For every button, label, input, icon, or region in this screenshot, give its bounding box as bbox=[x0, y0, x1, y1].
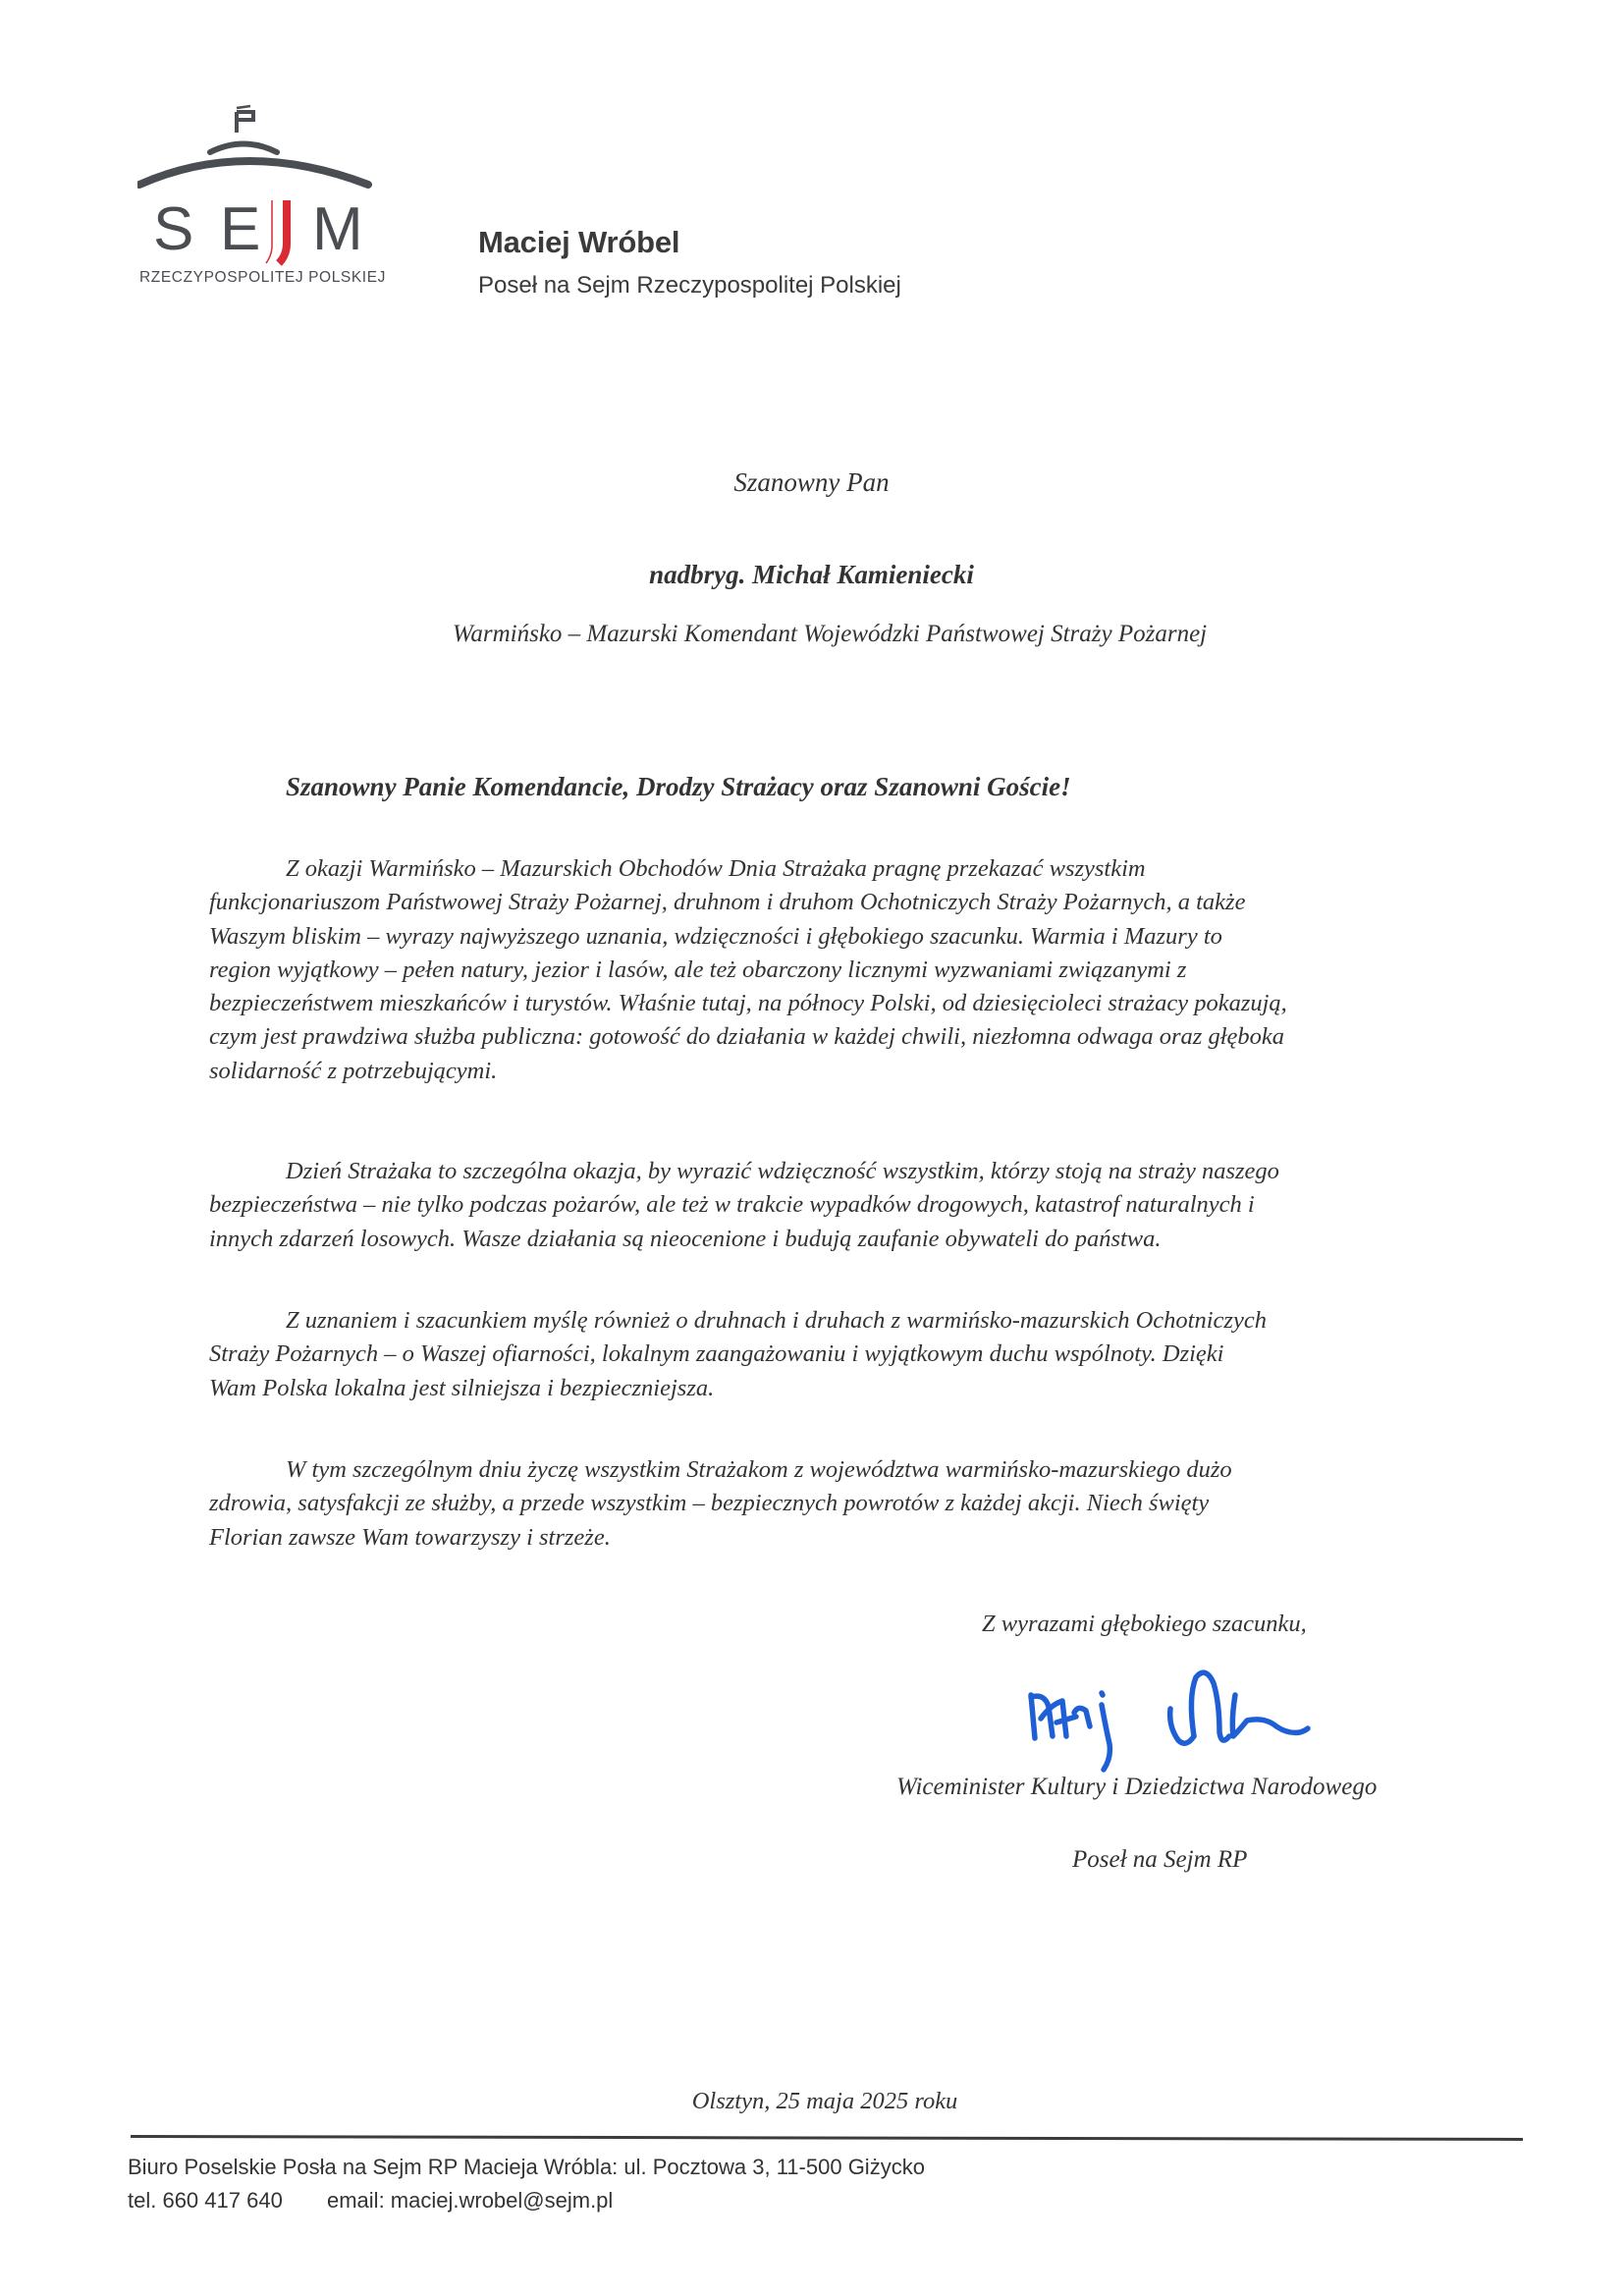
paragraph-line: Dzień Strażaka to szczególna okazja, by wyrazić wdzięczność wszystkim, którzy stoją na straży naszego bbox=[286, 1158, 1279, 1184]
letter-greeting: Szanowny Panie Komendancie, Drodzy Strażacy oraz Szanowni Goście! bbox=[286, 772, 1071, 801]
body-paragraph-1 bbox=[209, 852, 1436, 1088]
paragraph-line: funkcjonariuszom Państwowej Straży Pożarnej, druhnom i druhom Ochotniczych Straży Pożarnych, a także bbox=[209, 889, 1246, 916]
sejm-logo bbox=[137, 98, 393, 304]
signer-role: Poseł na Sejm RP bbox=[1072, 1846, 1248, 1873]
sender-name: Maciej Wróbel bbox=[478, 225, 680, 259]
footer-divider bbox=[131, 2135, 1523, 2141]
paragraph-line: bezpieczeństwa – nie tylko podczas pożarów, ale też w trakcie wypadków drogowych, katastrof naturalnych i bbox=[209, 1191, 1255, 1219]
paragraph-line: Z uznaniem i szacunkiem myślę również o druhnach i druhach z warmińsko-mazurskich Ochotniczych bbox=[286, 1307, 1267, 1334]
addressee-salutation: Szanowny Pan bbox=[733, 467, 890, 497]
addressee-name: nadbryg. Michał Kamieniecki bbox=[649, 560, 974, 589]
logo-tagline: RZECZYPOSPOLITEJ POLSKIEJ bbox=[139, 269, 387, 286]
footer-phone: tel. 660 417 640 bbox=[128, 2188, 283, 2213]
paragraph-line: Wam Polska lokalna jest silniejsza i bezpieczniejsza. bbox=[209, 1374, 715, 1401]
paragraph-line: Straży Pożarnych – o Waszej ofiarności, lokalnym zaangażowaniu i wyjątkowym duchu wspólnoty. Dzięki bbox=[209, 1340, 1224, 1368]
body-paragraph-3 bbox=[209, 1304, 1436, 1405]
paragraph-line: innych zdarzeń losowych. Wasze działania są nieocenione i budują zaufanie obywateli do państwa. bbox=[209, 1225, 1162, 1252]
paragraph-line: Waszym bliskim – wyrazy najwyższego uznania, wdzięczności i głębokiego szacunku. Warmia i Mazury to bbox=[209, 922, 1222, 950]
handwritten-signature bbox=[1011, 1658, 1384, 1785]
valediction: Z wyrazami głębokiego szacunku, bbox=[982, 1611, 1307, 1637]
paragraph-line: bezpieczeństwem mieszkańców i turystów. Właśnie tutaj, na północy Polski, od dziesięcioleci strażacy pokazują, bbox=[209, 990, 1287, 1017]
body-paragraph-4 bbox=[209, 1453, 1436, 1555]
signature-icon bbox=[1011, 1658, 1384, 1785]
body-paragraph-2 bbox=[209, 1155, 1436, 1256]
paragraph-line: solidarność z potrzebującymi. bbox=[209, 1057, 498, 1084]
logo-letter-s: S bbox=[153, 195, 194, 263]
paragraph-line: Florian zawsze Wam towarzyszy i strzeże. bbox=[209, 1523, 611, 1551]
footer-office-address: Biuro Poselskie Posła na Sejm RP Macieja Wróbla: ul. Pocztowa 3, 11-500 Giżycko bbox=[128, 2155, 925, 2179]
sejm-emblem-icon bbox=[137, 98, 393, 270]
logo-letter-m: M bbox=[312, 195, 363, 263]
paragraph-line: Z okazji Warmińsko – Mazurskich Obchodów Dnia Strażaka pragnę przekazać wszystkim bbox=[286, 855, 1146, 882]
logo-letter-e: E bbox=[220, 195, 261, 263]
paragraph-line: czym jest prawdziwa służba publiczna: gotowość do działania w każdej chwili, niezłomna odwaga oraz głęboka bbox=[209, 1023, 1284, 1051]
footer-email: email: maciej.wrobel@sejm.pl bbox=[327, 2188, 614, 2213]
paragraph-line: zdrowia, satysfakcji ze służby, a przede wszystkim – bezpiecznych powrotów z każdej akcji. Niech święty bbox=[209, 1490, 1210, 1517]
addressee-title: Warmińsko – Mazurski Komendant Wojewódzki Państwowej Straży Pożarnej bbox=[452, 621, 1208, 647]
signer-title: Wiceminister Kultury i Dziedzictwa Narodowego bbox=[896, 1774, 1378, 1800]
paragraph-line: W tym szczególnym dniu życzę wszystkim Strażakom z województwa warmińsko-mazurskiego dużo bbox=[286, 1456, 1232, 1483]
sender-role: Poseł na Sejm Rzeczypospolitej Polskiej bbox=[478, 272, 901, 299]
paragraph-line: region wyjątkowy – pełen natury, jezior i lasów, ale też obarczony licznymi wyzwaniami związanymi z bbox=[209, 956, 1187, 983]
date-place: Olsztyn, 25 maja 2025 roku bbox=[691, 2088, 958, 2114]
